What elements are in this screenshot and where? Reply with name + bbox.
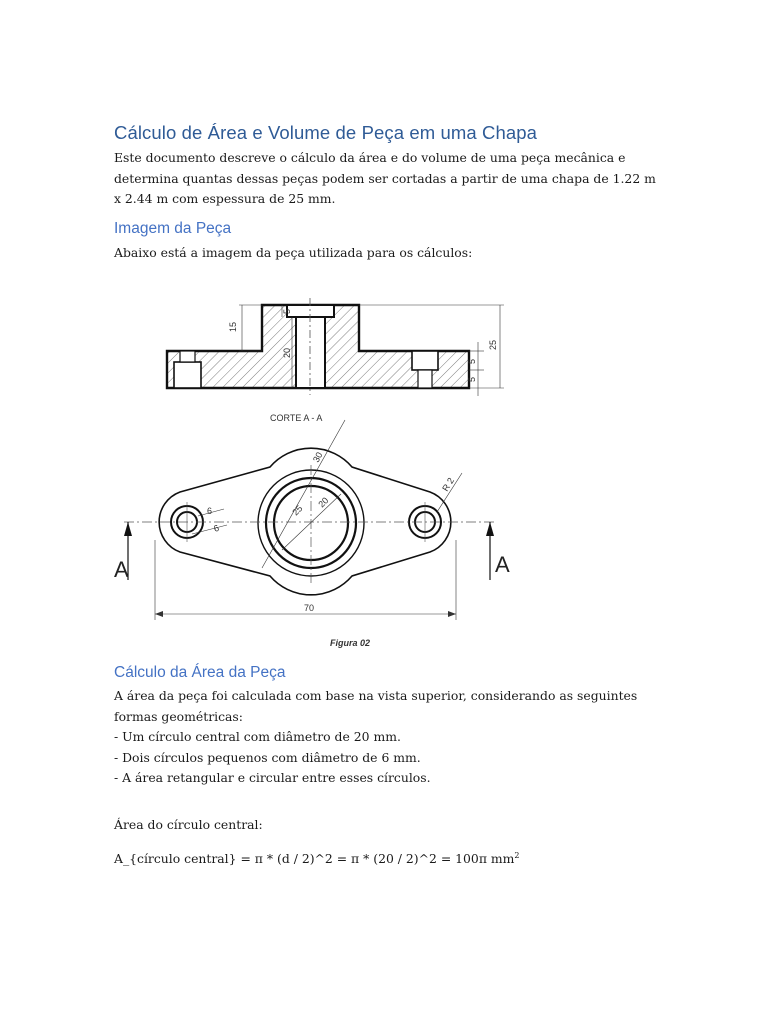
dim-6-label: 6 (207, 506, 213, 516)
formula-line (114, 846, 659, 870)
technical-drawing (112, 280, 522, 655)
dim-5-top-label: 5 (282, 308, 292, 314)
dim-70-label: 70 (304, 603, 315, 613)
dim-20-circle-label: 20 (316, 495, 331, 510)
dim-25-label: 25 (488, 339, 498, 350)
part-drawing-figure (112, 280, 522, 655)
formula-exponent: 2 (514, 851, 520, 860)
area-intro-text: A área da peça foi calculada com base na vista superior, considerando as seguintes formas geométricas: (114, 688, 638, 724)
central-circle-label: Área do círculo central: (114, 817, 263, 832)
section-heading-image: Imagem da Peça (114, 220, 232, 237)
document-title: Cálculo de Área e Volume de Peça em uma Chapa (114, 122, 538, 143)
dim-25-circle-label: 25 (290, 503, 305, 518)
section-heading-area: Cálculo da Área da Peça (114, 664, 286, 681)
section-arrow-right-label: A (495, 552, 510, 577)
section-arrow-left-label: A (114, 557, 129, 582)
dim-6b-label: 6 (212, 522, 221, 534)
section-label: CORTE A - A (270, 413, 323, 423)
dim-5b-label: 5 (467, 376, 477, 382)
intro-paragraph: Este documento descreve o cálculo da área e do volume de uma peça mecânica e determina quantas dessas peças podem ser cortadas a partir de uma chapa de 1.22 m x 2.44 m com espessura de 25 mm. (114, 150, 656, 206)
dim-5a-label: 5 (467, 358, 477, 364)
dim-15-label: 15 (228, 321, 238, 332)
dim-30-label: 30 (310, 450, 325, 464)
top-view (114, 420, 510, 648)
formula-text: A_{círculo central} = π * (d / 2)^2 = π * (20 / 2)^2 = 100π mm (114, 851, 515, 867)
area-list (114, 727, 659, 789)
dim-20-label: 20 (282, 347, 292, 358)
section-view (167, 298, 504, 423)
list-item: - Dois círculos pequenos com diâmetro de 6 mm. (114, 749, 421, 765)
image-intro-text: Abaixo está a imagem da peça utilizada para os cálculos: (114, 245, 473, 260)
list-item: - A área retangular e circular entre esses círculos. (114, 770, 431, 785)
dim-r2-label: R 2 (440, 475, 457, 494)
list-item: - Um círculo central com diâmetro de 20 mm. (114, 729, 401, 744)
figure-caption: Figura 02 (330, 638, 371, 648)
